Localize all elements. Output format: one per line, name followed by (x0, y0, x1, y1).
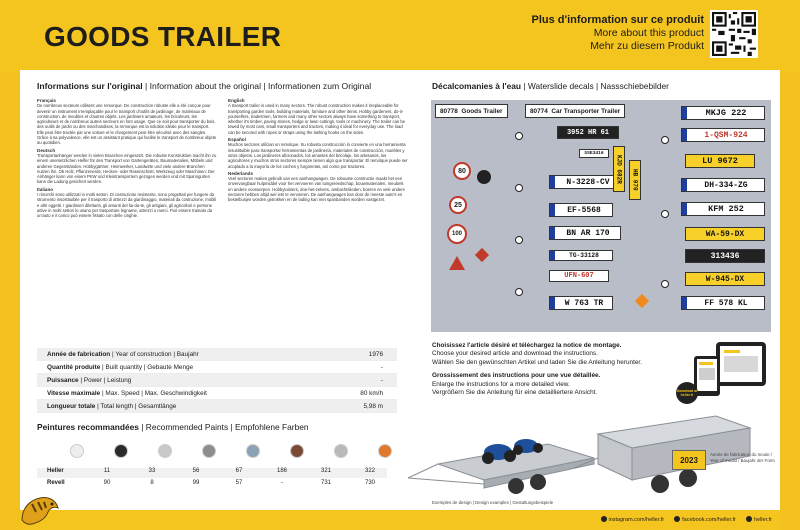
info-text-es: Muchos sectores utilizan un remolque. Su robusta construcción lo convierte en una herramienta insustituible para transportar herramientas de jardinería, materiales de construcción, muebles y otros objetos. Los jardineros aficionados, los amantes del bricolaje, los artesanos, los agricultores y muchos otros sectores siempre tienen algo que transportar. El remolque puede ser acoplado a la mayoría de los coches y furgonetas, así como por tractores. (228, 142, 408, 169)
paint-code: 99 (192, 480, 200, 486)
reflector-icon (475, 248, 489, 262)
decal-plate: WA-59-DX (685, 227, 765, 241)
spec-row-year: Année de fabrication | Year of construction | Baujahr 1976 (37, 348, 397, 361)
decals-heading: Décalcomanies à l'eau | Waterslide decals | Nassschiebebilder (432, 81, 669, 91)
paint-swatch (290, 444, 304, 458)
paint-swatch (70, 444, 84, 458)
paint-swatch (202, 444, 216, 458)
decal-dot (515, 184, 523, 192)
qr-code-icon[interactable] (710, 10, 758, 58)
paint-code: 321 (320, 468, 331, 474)
decal-dot (515, 236, 523, 244)
decal-plate-vertical: KJD 682R (613, 146, 625, 192)
paint-code: 322 (364, 468, 375, 474)
lang-title-de: Deutsch (37, 147, 56, 153)
instagram-link[interactable]: instagram.com/heller.fr (601, 516, 665, 523)
decal-plate: W 763 TR (549, 296, 613, 310)
paint-code: 731 (320, 480, 331, 486)
decal-dot (515, 132, 523, 140)
globe-icon (746, 516, 752, 522)
spec-row-speed: Vitesse maximale | Max. Speed | Max. Geschwindigkeit 80 km/h (37, 387, 397, 400)
paint-code: 186 (276, 468, 287, 474)
decal-plate: TG-33128 (549, 250, 613, 261)
decal-plate: DH-334-ZG (681, 178, 765, 192)
decal-plate: W-945-DX (685, 272, 765, 286)
spec-table (37, 348, 397, 413)
paint-swatch (378, 444, 392, 458)
download-badge[interactable]: Download at heller.fr (676, 382, 698, 404)
speed-sign-25: 25 (449, 196, 467, 214)
decal-dot (661, 136, 669, 144)
decal-plate: UFN-607 (549, 270, 609, 282)
speed-sign-80: 80 (453, 162, 471, 180)
info-heading: Informations sur l'original | Information about the original | Informationen zum Original (37, 81, 372, 91)
paint-code: 56 (192, 468, 200, 474)
lang-title-it: Italiano (37, 186, 54, 192)
decal-plate: SSE3416 (579, 149, 609, 158)
decal-plate: LU 9672 (685, 154, 755, 168)
info-column-left (37, 96, 217, 344)
lang-title-en: English (228, 98, 245, 103)
paint-code: 57 (235, 480, 243, 486)
speed-sign-100: 100 (447, 224, 467, 244)
spec-row-power: Puissance | Power | Leistung - (37, 374, 397, 387)
facebook-icon (674, 516, 680, 522)
revell-codes-row (37, 480, 387, 490)
decal-sheet (431, 100, 771, 332)
info-text-it: I rimorchi sono utilizzati in molti settori. Di costruzione resistente, sono progettati per fungere da strumento insostituibile per il trasporto di attrezzi da giardinaggio, materiali da costruzione, mobili e altri oggetti. I giardinieri dilettanti, gli amanti del fai-da-te, gli artigiani, gli agricoltori e persone attive in molti settori lo usano per trasportare legname, attrezzi o merci. Può essere trainato da un'auto e il carico può essere fissato con delle cinghie. (37, 192, 217, 219)
tiger-logo-icon (18, 490, 60, 526)
instructions-text: Choisissez l'article désiré et téléchargez la notice de montage. Choose your desired article and download the instructions. Wählen Sie den gewünschten Artikel und laden Sie die Anleitung herunter. Grossissement des instructions pour une vue détaillée. Enlarge the instructions for a more detailed view. Vergrößern Sie die Anleitung für eine detailliertere Ansicht. (432, 342, 642, 397)
decal-plate: 1-QSM-924 (681, 128, 765, 142)
lang-title-fr: Français (37, 98, 56, 103)
info-text-fr: De nombreux secteurs utilisent une remorque. De construction robuste elle a été conçue pour devenir un instrument irremplaçable pour le transport d'outils de jardinage, de matériaux de construction, de meubles et d'autres objets. Les jardiniers amateurs, les bricoleurs, les agriculteurs et de nombreux autres secteurs en font usage. Que ce soit pour transporter du bois, des outils de jardin ou des marchandises, la remorque est la solution idéale pour le transport. Elle peut être tractée par une voiture et le chargement peut être sécurisé avec des sangles. Grâce à sa polyvalence, elle est un assistant pratique qui facilite le transport de nombreux objets au quotidien. (37, 103, 216, 146)
paint-code: 90 (103, 480, 111, 486)
decal-plate: FF 578 KL (681, 296, 765, 310)
social-links (601, 516, 773, 523)
content-sheet (20, 70, 780, 510)
decal-dot (661, 280, 669, 288)
facebook-link[interactable]: facebook.com/heller.fr (674, 516, 736, 523)
decal-plate: 3952 HR 61 (557, 126, 619, 139)
heller-label: Heller (47, 468, 64, 474)
info-column-right (228, 96, 408, 344)
warning-triangle-icon (449, 256, 465, 270)
info-text-nl: Veel sectoren maken gebruik van een aanhangwagen. De robuuste constructie maakt het een onvervangbaar hulpmiddel voor het vervoeren van tuingereedschap, bouwmaterialen, meubels en andere voorwerpen. Hobbytuiniers, doe-het-zelvers, ambachtslieden, boeren en vele andere sectoren hebben altijd wel iets te vervoeren. De aanhangwagen kan door de meeste auto's en bestelbusjes worden getrokken en de lading kan met spanbanden worden vastgezet. (228, 176, 405, 203)
paint-swatch (246, 444, 260, 458)
spec-row-quantity: Quantité produite | Built quantity | Gebaute Menge - (37, 361, 397, 374)
instagram-icon (601, 516, 607, 522)
paint-swatch (334, 444, 348, 458)
decal-dot (661, 210, 669, 218)
reflector-icon (635, 294, 649, 308)
paint-swatch (114, 444, 128, 458)
decal-plate: BN AR 170 (549, 226, 621, 240)
more-info-link[interactable] (531, 14, 704, 53)
heller-codes-row (37, 468, 387, 478)
lang-title-es: Español (228, 137, 246, 143)
promo-line-en: More about this product (593, 27, 704, 39)
spec-row-length: Longueur totale | Total length | Gesamtlänge 5,98 m (37, 400, 397, 413)
decal-plate: KFM 252 (681, 202, 765, 216)
website-link[interactable]: heller.fr (746, 516, 772, 523)
info-text-de: Transportanhänger werden in vielen Branchen eingesetzt. Die robuste Konstruktion macht ihn zu einem unersetzlichen Helfer für den Transport von Gartengeräten, Baumaterialien, Möbeln und anderen Gegenständen. Hobbygärtner, Heimwerker, Landwirte und viele andere Branchen nutzen ihn. Ob Holz, Pflanzenerde, Hecken- oder Rasenschnitt, Werkzeug oder Maschinen: Der Anhänger kann von einem PKW und Kleintransportern gezogen werden und mit Spanngurten kann die Ladung gesichert werden. (37, 152, 217, 185)
decal-round (477, 170, 491, 184)
promo-line-fr: Plus d'information sur ce produit (531, 14, 704, 26)
paint-code: - (281, 480, 283, 486)
paint-code: 11 (103, 468, 111, 474)
mould-year-logo: 2023 (672, 450, 706, 470)
decal-plate: 313436 (685, 249, 765, 263)
product-title: GOODS TRAILER (44, 21, 282, 52)
paint-code: 8 (150, 480, 154, 486)
tablet-phone-icon (688, 340, 770, 398)
lang-title-nl: Nederlands (228, 170, 254, 176)
paint-code: 33 (148, 468, 156, 474)
decal-dot (515, 288, 523, 296)
decal-badge-car-transporter: 80774 Car Transporter Trailer (525, 104, 625, 118)
decal-plate-vertical: HB 970 (629, 160, 641, 200)
paint-code: 730 (364, 480, 375, 486)
revell-label: Revell (47, 480, 65, 486)
decal-plate: EF-5568 (549, 203, 613, 217)
examples-caption: Exemples de design | Design examples | Gestaltungsbeispiele (432, 500, 554, 505)
mould-year-caption: Année de fabrication du moule / Year of mould / Baujahr der Form (710, 452, 775, 463)
paint-code: 67 (235, 468, 243, 474)
info-text-en: A transport trailer is used in many sectors. The robust construction makes it irreplaceable for transporting garden tools, building materials, furniture and other items. Hobby gardeners, do-it-yourselfers, tradesmen, farmers and many other sectors always have something to transport, whether it's timber, paving stones, hedge or lawn cuttings, tools or machinery. The trailer can be towed by most cars, small transporters and tractors, making it ideal for everyday use. The load can be secured with ropes or straps using the lashing hooks on the sides. (228, 103, 406, 135)
paints-heading: Peintures recommandées | Recommended Paints | Empfohlene Farben (37, 422, 309, 432)
decal-plate: MKJG 222 (681, 106, 765, 120)
paint-swatch (158, 444, 172, 458)
promo-line-de: Mehr zu diesem Produkt (590, 40, 704, 52)
decal-badge-goods-trailer: 80778 Goods Trailer (435, 104, 508, 118)
decal-plate: N-3228-CV (549, 175, 621, 189)
